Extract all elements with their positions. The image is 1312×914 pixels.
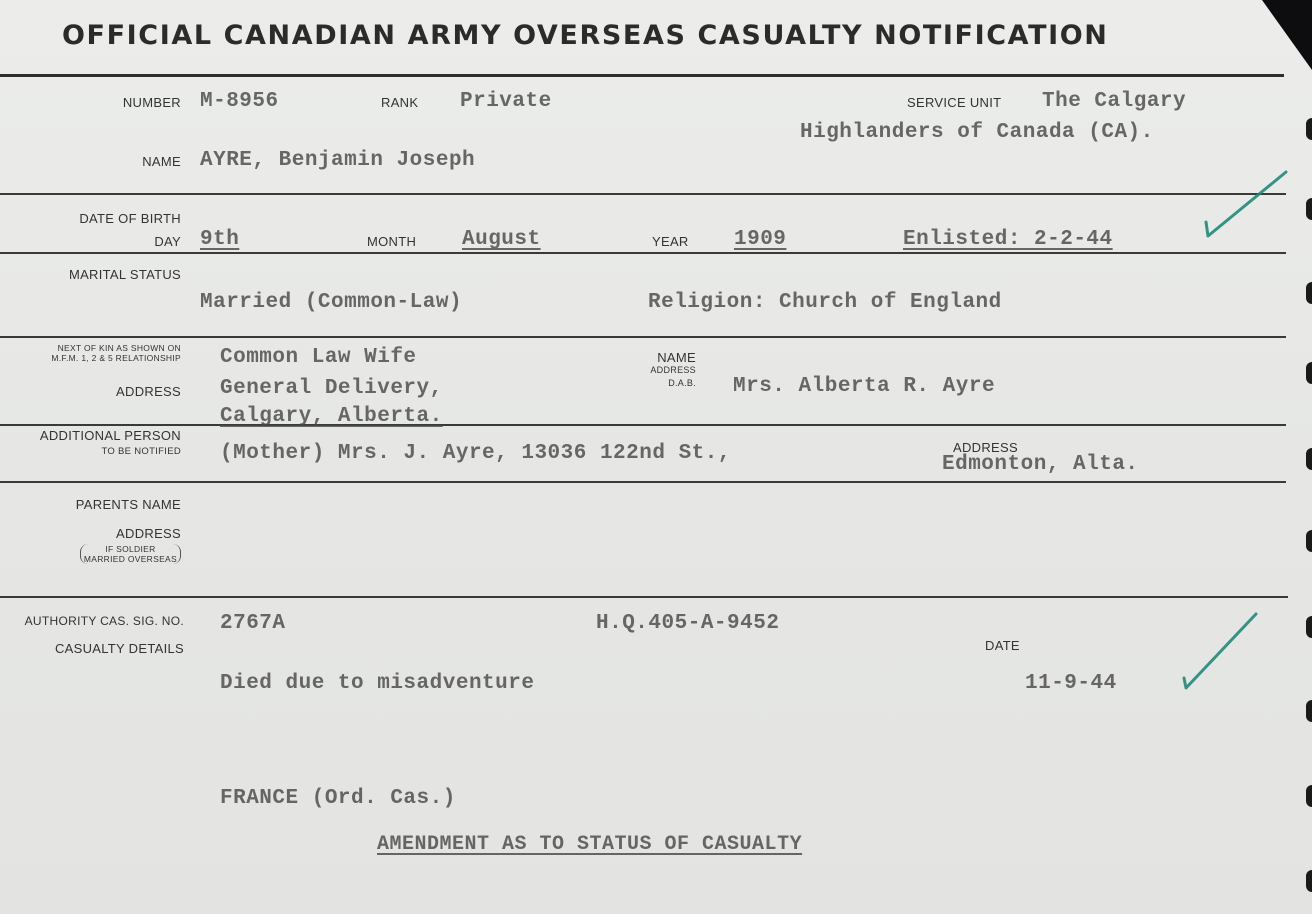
day-label: DAY — [154, 234, 181, 249]
nok-relationship: Common Law Wife — [220, 346, 417, 369]
birth-month: August — [462, 228, 541, 251]
date-label: DATE — [985, 638, 1020, 653]
authority-label: AUTHORITY CAS. SIG. NO. — [24, 614, 184, 628]
nok-name-label: NAME ADDRESS D.A.B. — [650, 350, 696, 388]
casualty-details: Died due to misadventure — [220, 672, 535, 695]
divider — [0, 424, 1286, 426]
to-be-notified-label: TO BE NOTIFIED — [101, 446, 181, 457]
additional-address-label: ADDRESS — [953, 440, 1018, 455]
service-unit-line1: The Calgary — [1042, 90, 1187, 113]
soldier-name: AYRE, Benjamin Joseph — [200, 149, 476, 172]
number-label: NUMBER — [122, 95, 181, 110]
name-label: NAME — [142, 154, 181, 169]
nok-address-line1: General Delivery, — [220, 377, 443, 400]
nok-address-label: ADDRESS — [116, 384, 181, 399]
marital-status: Married (Common-Law) — [200, 291, 463, 314]
date-of-birth-label: DATE OF BIRTH — [79, 211, 181, 226]
service-unit-line2: Highlanders of Canada (CA). — [800, 121, 1154, 144]
authority-number: 2767A — [220, 612, 286, 635]
casualty-location: FRANCE (Ord. Cas.) — [220, 787, 456, 810]
perforation-holes — [1304, 0, 1312, 914]
divider — [0, 252, 1286, 254]
nok-address-line2: Calgary, Alberta. — [220, 405, 443, 428]
check-mark-icon — [1198, 168, 1294, 244]
parents-name-label: PARENTS NAME — [75, 497, 181, 512]
divider — [0, 596, 1288, 598]
rank-label: RANK — [381, 95, 419, 110]
month-label: MONTH — [367, 234, 417, 249]
casualty-date: 11-9-44 — [1025, 672, 1117, 695]
amendment-heading: AMENDMENT AS TO STATUS OF CASUALTY — [377, 833, 803, 856]
birth-day: 9th — [200, 228, 240, 251]
divider — [0, 74, 1284, 77]
if-soldier-married-overseas-label: IF SOLDIER MARRIED OVERSEAS — [80, 544, 181, 564]
divider — [0, 481, 1286, 483]
rank-value: Private — [460, 90, 552, 113]
check-mark-icon — [1178, 608, 1264, 694]
additional-person-text: (Mother) Mrs. J. Ayre, 13036 122nd St., — [220, 442, 731, 465]
next-of-kin-label: NEXT OF KIN AS SHOWN ON M.F.M. 1, 2 & 5 RELATIONSHIP — [51, 343, 181, 363]
religion: Religion: Church of England — [648, 291, 1002, 314]
enlisted-date: Enlisted: 2-2-44 — [903, 228, 1113, 251]
form-title: OFFICIAL CANADIAN ARMY OVERSEAS CASUALTY NOTIFICATION — [62, 20, 1109, 51]
divider — [0, 193, 1286, 195]
casualty-details-label: CASUALTY DETAILS — [54, 641, 184, 656]
divider — [0, 336, 1286, 338]
birth-year: 1909 — [734, 228, 787, 251]
additional-person-label: ADDITIONAL PERSON — [39, 428, 181, 443]
year-label: YEAR — [652, 234, 689, 249]
marital-status-label: MARITAL STATUS — [68, 267, 181, 282]
nok-name: Mrs. Alberta R. Ayre — [733, 375, 996, 398]
service-unit-label: SERVICE UNIT — [907, 95, 1002, 110]
service-number: M-8956 — [200, 90, 279, 113]
hq-reference: H.Q.405-A-9452 — [596, 612, 780, 635]
parents-address-label: ADDRESS — [116, 526, 181, 541]
additional-person-city: Edmonton, Alta. — [942, 453, 1139, 476]
